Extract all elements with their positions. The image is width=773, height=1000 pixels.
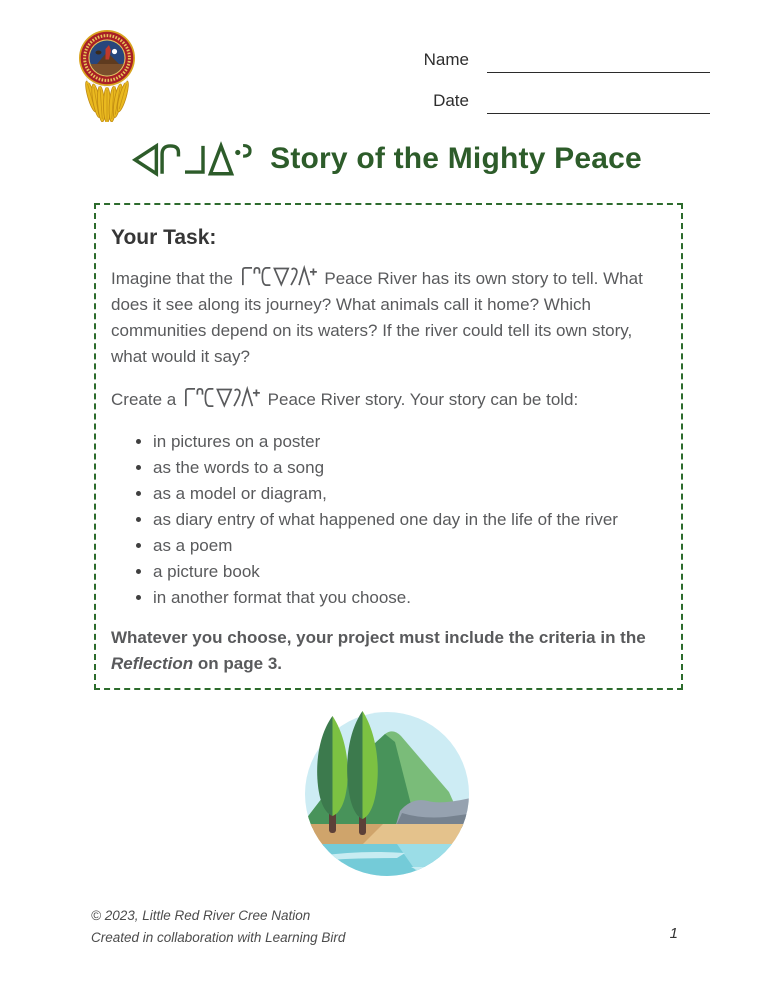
little-red-river-cree-nation-logo-icon <box>76 28 138 122</box>
date-label: Date <box>433 91 469 110</box>
list-item: • as the words to a song <box>153 455 651 481</box>
reflection-italic-text: Reflection <box>111 654 194 673</box>
date-blank-line <box>487 92 710 114</box>
date-row <box>423 91 710 114</box>
river-scene-illustration <box>299 706 475 882</box>
emblem-circle <box>79 30 135 86</box>
intro-after-text: Peace River has its own story to tell. What does it see along its journey? What animals call it home? Which communities depend on its waters? If the river could tell its own story, what would it say? <box>111 269 643 366</box>
closing-text-1: Whatever you choose, your project must include the criteria in the <box>111 628 646 647</box>
name-blank-line <box>487 51 710 73</box>
list-item: • as a poem <box>153 533 651 559</box>
list-item: • in pictures on a poster <box>153 429 651 455</box>
page-number: 1 <box>669 925 678 942</box>
water-streak <box>411 867 467 871</box>
story-format-list <box>111 429 651 611</box>
page-title <box>0 141 773 177</box>
footer-copyright: © 2023, Little Red River Cree Nation <box>91 908 311 923</box>
task-intro-paragraph <box>111 265 651 370</box>
title-syllabics-acimowin <box>131 141 257 177</box>
create-after-text: Peace River story. Your story can be told: <box>267 390 579 409</box>
list-item: • a picture book <box>153 559 651 585</box>
list-item: • in another format that you choose. <box>153 585 651 611</box>
peace-river-syllabics <box>183 386 261 409</box>
task-heading: Your Task: <box>111 226 217 249</box>
task-box <box>94 203 683 690</box>
task-create-paragraph <box>111 386 651 413</box>
create-before-text: Create a <box>111 390 177 409</box>
water <box>299 844 475 882</box>
peace-river-syllabics <box>240 265 318 288</box>
task-closing-paragraph <box>111 625 651 677</box>
intro-before-text: Imagine that the <box>111 269 233 288</box>
name-date-block <box>423 50 710 132</box>
water-streak <box>399 875 449 879</box>
footer-collaboration: Created in collaboration with Learning Bird <box>91 930 346 945</box>
name-row <box>423 50 710 73</box>
closing-text-2: on page 3. <box>197 654 282 673</box>
list-item: • as a model or diagram, <box>153 481 651 507</box>
name-label: Name <box>423 50 469 69</box>
list-item: • as diary entry of what happened one day in the life of the river <box>153 507 651 533</box>
page-title-text: Story of the Mighty Peace <box>270 142 642 175</box>
